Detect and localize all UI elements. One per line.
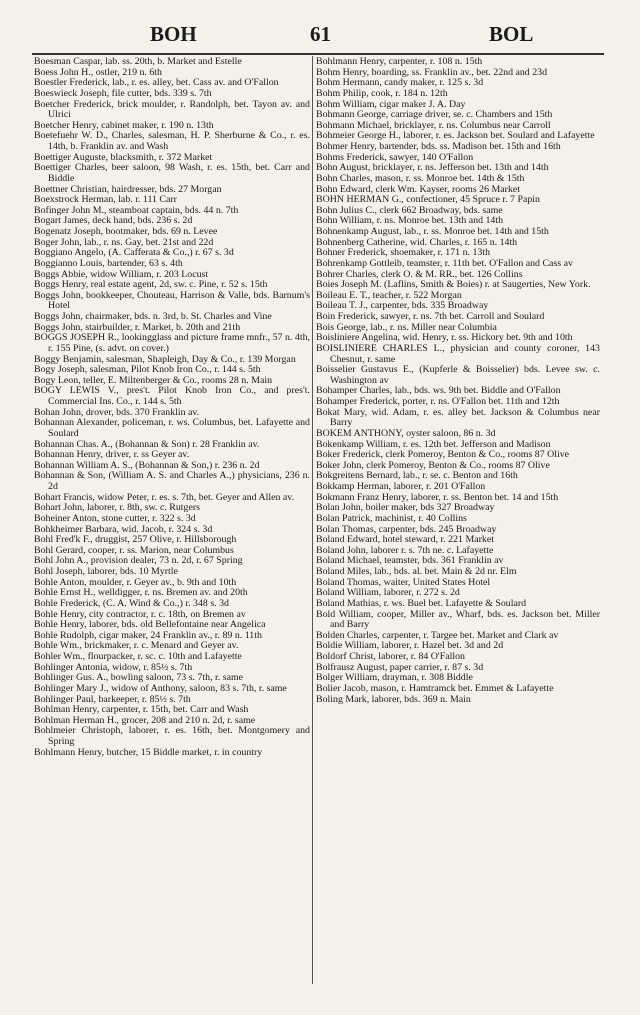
directory-entry: Boileau T. J., carpenter, bds. 335 Broadway — [316, 300, 489, 312]
directory-entry: Bolan Patrick, machinist, r. 40 Collins — [316, 512, 467, 524]
directory-entry: Boggiano Angelo, (A. Cafferata & Co.,) r. 67 s. 3d — [34, 247, 234, 259]
page-number: 61 — [310, 22, 331, 46]
directory-entry: Bohle Anton, moulder, r. Geyer av., b. 9th and 10th — [34, 576, 237, 588]
directory-entry: Bogy Leon, teller, E. Miltenberger & Co., rooms 28 n. Main — [34, 374, 273, 386]
directory-entry: Boldie William, laborer, r. Hazel bet. 3d and 2d — [316, 640, 504, 652]
directory-entry: Bohn Julius C., clerk 662 Broadway, bds. same — [316, 204, 503, 216]
directory-entry: Boestler Frederick, lab., r. es. alley, bet. Cass av. and O'Fallon — [34, 77, 279, 89]
directory-entry: Bohan John, drover, bds. 370 Franklin av. — [34, 406, 200, 418]
directory-entry: Boetcher Frederick, brick moulder, r. Randolph, bet. Tayon av. and Ulrici — [34, 98, 310, 121]
directory-entry: Bohle Henry, city contractor, r. c. 18th, on Bremen av — [34, 608, 246, 620]
directory-entry: Boggs John, chairmaker, bds. n. 3rd, b. St. Charles and Vine — [34, 311, 272, 322]
directory-entry: Boland Mathias, r. ws. Buel bet. Lafayette & Soulard — [316, 597, 527, 609]
directory-entry: Bohner Frederick, shoemaker, r. 171 n. 13th — [316, 247, 491, 259]
directory-entry: Boker John, clerk Pomeroy, Benton & Co., rooms 87 Olive — [316, 459, 550, 471]
directory-entry: Bohms Frederick, sawyer, 140 O'Fallon — [316, 151, 474, 163]
directory-entry: BOISLINIERE CHARLES L., physician and county coroner, 143 Chesnut, r. same — [316, 342, 600, 365]
directory-entry: Boesman Caspar, lab. ss. 20th, b. Market and Estelle — [34, 57, 242, 67]
directory-entry: Bohm William, cigar maker J. A. Day — [316, 98, 466, 110]
directory-entry: Bohrenkamp Gottleib, teamster, r. 11th bet. O'Fallon and Cass av — [316, 257, 573, 269]
directory-entry: BOGY LEWIS V., pres't. Pilot Knob Iron Co., and pres't. Commercial Ins. Co., r. 144 s. 5th — [34, 385, 310, 407]
directory-entry: Bolier Jacob, mason, r. Hamtramck bet. Emmet & Lafayette — [316, 682, 554, 694]
right-column — [316, 57, 600, 987]
directory-entry: Boland Miles, lab., bds. al. bet. Main & 2d nr. Elm — [316, 566, 517, 577]
directory-entry: Boexstrock Herman, lab. r. 111 Carr — [34, 194, 177, 206]
directory-entry: Bohlman Henry, carpenter, r. 15th, bet. Carr and Wash — [34, 704, 249, 716]
directory-entry: Boland Thomas, waiter, United States Hotel — [316, 576, 491, 588]
directory-entry: Boetefuehr W. D., Charles, salesman, H. P. Sherburne & Co., r. es. 14th, b. Franklin av. and Wash — [34, 130, 310, 152]
directory-entry: Bohlinger Gus. A., bowling saloon, 73 s. 7th, r. same — [34, 672, 244, 684]
directory-entry: Boess John H., ostler, 219 n. 6th — [34, 66, 162, 78]
left-column — [34, 57, 310, 987]
directory-entry: Boisselier Gustavus E., (Kupferle & Boisselier) bds. Levee sw. c. Washington av — [316, 364, 600, 386]
directory-entry: Bold William, cooper, Miller av., Wharf, bds. es. Jackson bet. Miller and Barry — [316, 608, 600, 631]
directory-entry: BOKEM ANTHONY, oyster saloon, 86 n. 3d — [316, 427, 496, 439]
directory-entry: Bohle Frederick, (C. A. Wind & Co.,) r. 348 s. 3d — [34, 597, 229, 609]
directory-entry: Boland Edward, hotel steward, r. 221 Market — [316, 534, 494, 546]
directory-entry: Boileau E. T., teacher, r. 522 Morgan — [316, 289, 462, 301]
directory-entry: Bohannan Chas. A., (Bohannan & Son) r. 28 Franklin av. — [34, 438, 260, 450]
directory-entry: BOGGS JOSEPH R., lookingglass and picture frame mnfr., 57 n. 4th, r. 155 Pine, (s. advt. on cover.) — [34, 332, 310, 354]
directory-entry: Bohn Charles, mason, r. ss. Monroe bet. 14th & 15th — [316, 172, 525, 184]
page-header — [32, 22, 604, 52]
directory-entry: Bohle Ernst H., welldigger, r. ns. Bremen av. and 20th — [34, 587, 248, 599]
directory-entry: Bohl Joseph, laborer, bds. 10 Myrtle — [34, 566, 178, 577]
directory-entry: Boggs John, bookkeeper, Chouteau, Harrison & Valle, bds. Barnum's Hotel — [34, 289, 310, 312]
directory-entry: Bokkamp Herman, laborer, r. 201 O'Fallon — [316, 481, 486, 492]
directory-entry: Bokmann Franz Henry, laborer, r. ss. Benton bet. 14 and 15th — [316, 491, 559, 503]
directory-entry: Boggs Henry, real estate agent, 2d, sw. c. Pine, r. 52 s. 15th — [34, 279, 268, 291]
header-left-guide: BOH — [150, 22, 197, 46]
directory-entry: Bohart John, laborer, r. 8th, sw. c. Rutgers — [34, 502, 200, 514]
directory-entry: Bohmann George, carriage driver, se. c. Chambers and 15th — [316, 109, 553, 121]
directory-entry: Boland William, laborer, r. 272 s. 2d — [316, 587, 460, 599]
directory-entry: Bohannan William A. S., (Bohannan & Son,) r. 236 n. 2d — [34, 459, 260, 471]
directory-entry: Boies Joseph M. (Laflins, Smith & Boies) r. at Saugerties, New York. — [316, 279, 591, 291]
directory-entry: Bohlinger Mary J., widow of Anthony, saloon, 83 s. 7th, r. same — [34, 682, 287, 694]
directory-entry: Bokgreitens Bernard, lab., r. se. c. Benton and 16th — [316, 470, 518, 482]
directory-entry: Bolan John, boiler maker, bds 327 Broadway — [316, 502, 495, 514]
directory-entry: Bohmer Henry, bartender, bds. ss. Madison bet. 15th and 16th — [316, 141, 561, 152]
directory-entry: Bohle Wm., brickmaker, r. c. Menard and Geyer av. — [34, 640, 239, 652]
directory-entry: Boheiner Anton, stone cutter, r. 322 s. 3d — [34, 512, 196, 524]
directory-entry: Boldorf Christ, laborer, r. 84 O'Fallon — [316, 651, 465, 662]
directory-entry: Bohn Edward, clerk Wm. Kayser, rooms 26 Market — [316, 183, 521, 195]
directory-entry: Boker Frederick, clerk Pomeroy, Benton & Co., rooms 87 Olive — [316, 449, 570, 461]
directory-entry: Bogenatz Joseph, bootmaker, bds. 69 n. Levee — [34, 226, 218, 237]
directory-entry: Bohn William, r. ns. Monroe bet. 13th and 14th — [316, 215, 504, 227]
directory-entry: Bohlman Herman H., grocer, 208 and 210 n. 2d, r. same — [34, 714, 256, 726]
directory-entry: Bohm Henry, boarding, ss. Franklin av., bet. 22nd and 23d — [316, 66, 548, 78]
directory-entry: Bohlinger Antonia, widow, r. 85½ s. 7th — [34, 661, 193, 673]
directory-entry: Bohannan & Son, (William A. S. and Charles A.,) physicians, 236 n. 2d — [34, 470, 310, 492]
directory-entry: Bohler Wm., flourpacker, r. sc. c. 10th and Lafayette — [34, 651, 242, 662]
directory-entry: Bohkheimer Barbara, wid. Jacob, r. 324 s. 3d — [34, 523, 213, 535]
directory-entry: Bohl Gerard, cooper, r. ss. Marion, near Columbus — [34, 544, 234, 556]
directory-entry: Boland Michael, teamster, bds. 361 Franklin av — [316, 555, 504, 567]
header-right-guide: BOL — [489, 22, 534, 46]
directory-entry: Boettiger Auguste, blacksmith, r. 372 Market — [34, 151, 213, 163]
directory-entry: Bohm Philip, cook, r. 184 n. 12th — [316, 87, 448, 99]
directory-entry: Bogy Joseph, salesman, Pilot Knob Iron Co., r. 144 s. 5th — [34, 364, 261, 376]
directory-entry: Boettiger Charles, beer saloon, 98 Wash, r. es. 15th, bet. Carr and Biddle — [34, 162, 310, 184]
directory-entry: Boggianno Louis, bartender, 63 s. 4th — [34, 257, 183, 269]
directory-entry: Boger John, lab., r. ns. Gay, bet. 21st and 22d — [34, 236, 214, 248]
directory-entry: Bogart James, deck hand, bds. 236 s. 2d — [34, 215, 193, 227]
directory-entry: Bolan Thomas, carpenter, bds. 245 Broadway — [316, 523, 497, 535]
directory-entry: Bohl John A., provision dealer, 73 n. 2d, r. 67 Spring — [34, 555, 243, 567]
directory-entry: BOHN HERMAN G., confectioner, 45 Spruce r. 7 Papin — [316, 194, 540, 206]
directory-entry: Bohlmeier Christoph, laborer, r. es. 16th, bet. Montgomery and Spring — [34, 725, 310, 747]
directory-entry: Bois George, lab., r. ns. Miller near Columbia — [316, 321, 497, 333]
directory-entry: Boin Frederick, sawyer, r. ns. 7th bet. Carroll and Soulard — [316, 311, 545, 322]
directory-entry: Boeswieck Joseph, file cutter, bds. 339 s. 7th — [34, 87, 212, 99]
directory-entry: Boisliniere Angelina, wid. Henry, r. ss. Hickory bet. 9th and 10th — [316, 332, 573, 344]
directory-entry: Boggs John, stairbuilder, r. Market, b. 20th and 21th — [34, 321, 241, 333]
directory-entry: Bohmann Michael, bricklayer, r. ns. Columbus near Carroll — [316, 119, 551, 131]
directory-entry: Boggs Abbie, widow William, r. 203 Locust — [34, 268, 209, 280]
directory-entry: Bohlinger Paul, barkeeper, r. 85½ s. 7th — [34, 693, 191, 705]
directory-entry: Boling Mark, laborer, bds. 369 n. Main — [316, 693, 471, 705]
directory-entry: Boggy Benjamin, salesman, Shapleigh, Day & Co., r. 139 Morgan — [34, 353, 296, 365]
directory-entry: Bohannan Henry, driver, r. ss Geyer av. — [34, 449, 190, 461]
directory-entry: Bohlmann Henry, carpenter, r. 108 n. 15th — [316, 57, 483, 67]
directory-entry: Bohn August, bricklayer, r. ns. Jefferson bet. 13th and 14th — [316, 162, 549, 174]
header-rule — [32, 53, 604, 55]
directory-entry: Boetcher Henry, cabinet maker, r. 190 n. 13th — [34, 119, 214, 131]
directory-entry: Bohlmann Henry, butcher, 15 Biddle market, r. in country — [34, 746, 263, 758]
directory-entry: Bohannan Alexander, policeman, r. ws. Columbus, bet. Lafayette and Soulard — [34, 417, 310, 439]
directory-entry: Bofinger John M., steamboat captain, bds. 44 n. 7th — [34, 204, 239, 216]
directory-entry: Bolden Charles, carpenter, r. Targee bet. Market and Clark av — [316, 629, 559, 641]
directory-entry: Bohnenkamp August, lab., r. ss. Monroe bet. 14th and 15th — [316, 226, 549, 237]
directory-entry: Bolfrausz August, paper carrier, r. 87 s. 3d — [316, 661, 484, 673]
directory-entry: Bohart Francis, widow Peter, r. es. s. 7th, bet. Geyer and Allen av. — [34, 491, 295, 503]
directory-entry: Bohrer Charles, clerk O. & M. RR., bet. 126 Collins — [316, 268, 523, 280]
directory-entry: Bohle Rudolph, cigar maker, 24 Franklin av., r. 89 n. 11th — [34, 629, 262, 641]
directory-entry: Bohnenberg Catherine, wid. Charles, r. 165 n. 14th — [316, 236, 518, 248]
directory-entry: Bohmeier George H., laborer, r. es. Jackson bet. Soulard and Lafayette — [316, 130, 595, 142]
directory-entry: Bokat Mary, wid. Adam, r. es. alley bet. Jackson & Columbus near Barry — [316, 406, 600, 429]
directory-entry: Boland John, laborer r. s. 7th ne. c. Lafayette — [316, 544, 494, 556]
directory-entry: Boettner Christian, hairdresser, bds. 27 Morgan — [34, 183, 222, 195]
directory-entry: Bokenkamp William, r. es. 12th bet. Jefferson and Madison — [316, 438, 551, 450]
directory-entry: Bolger William, drayman, r. 308 Biddle — [316, 672, 473, 684]
directory-entry: Bohl Fred'k F., druggist, 257 Olive, r. Hillsborough — [34, 534, 237, 546]
column-divider — [312, 56, 313, 984]
directory-entry: Bohamper Frederick, porter, r. ns. O'Fallon bet. 11th and 12th — [316, 396, 560, 407]
directory-entry: Bohamper Charles, lab., bds. ws. 9th bet. Biddle and O'Fallon — [316, 385, 561, 397]
directory-entry: Bohle Henry, laborer, bds. old Bellefontaine near Angelica — [34, 619, 266, 631]
directory-entry: Bohm Hermann, candy maker, r. 125 s. 3d — [316, 77, 484, 89]
